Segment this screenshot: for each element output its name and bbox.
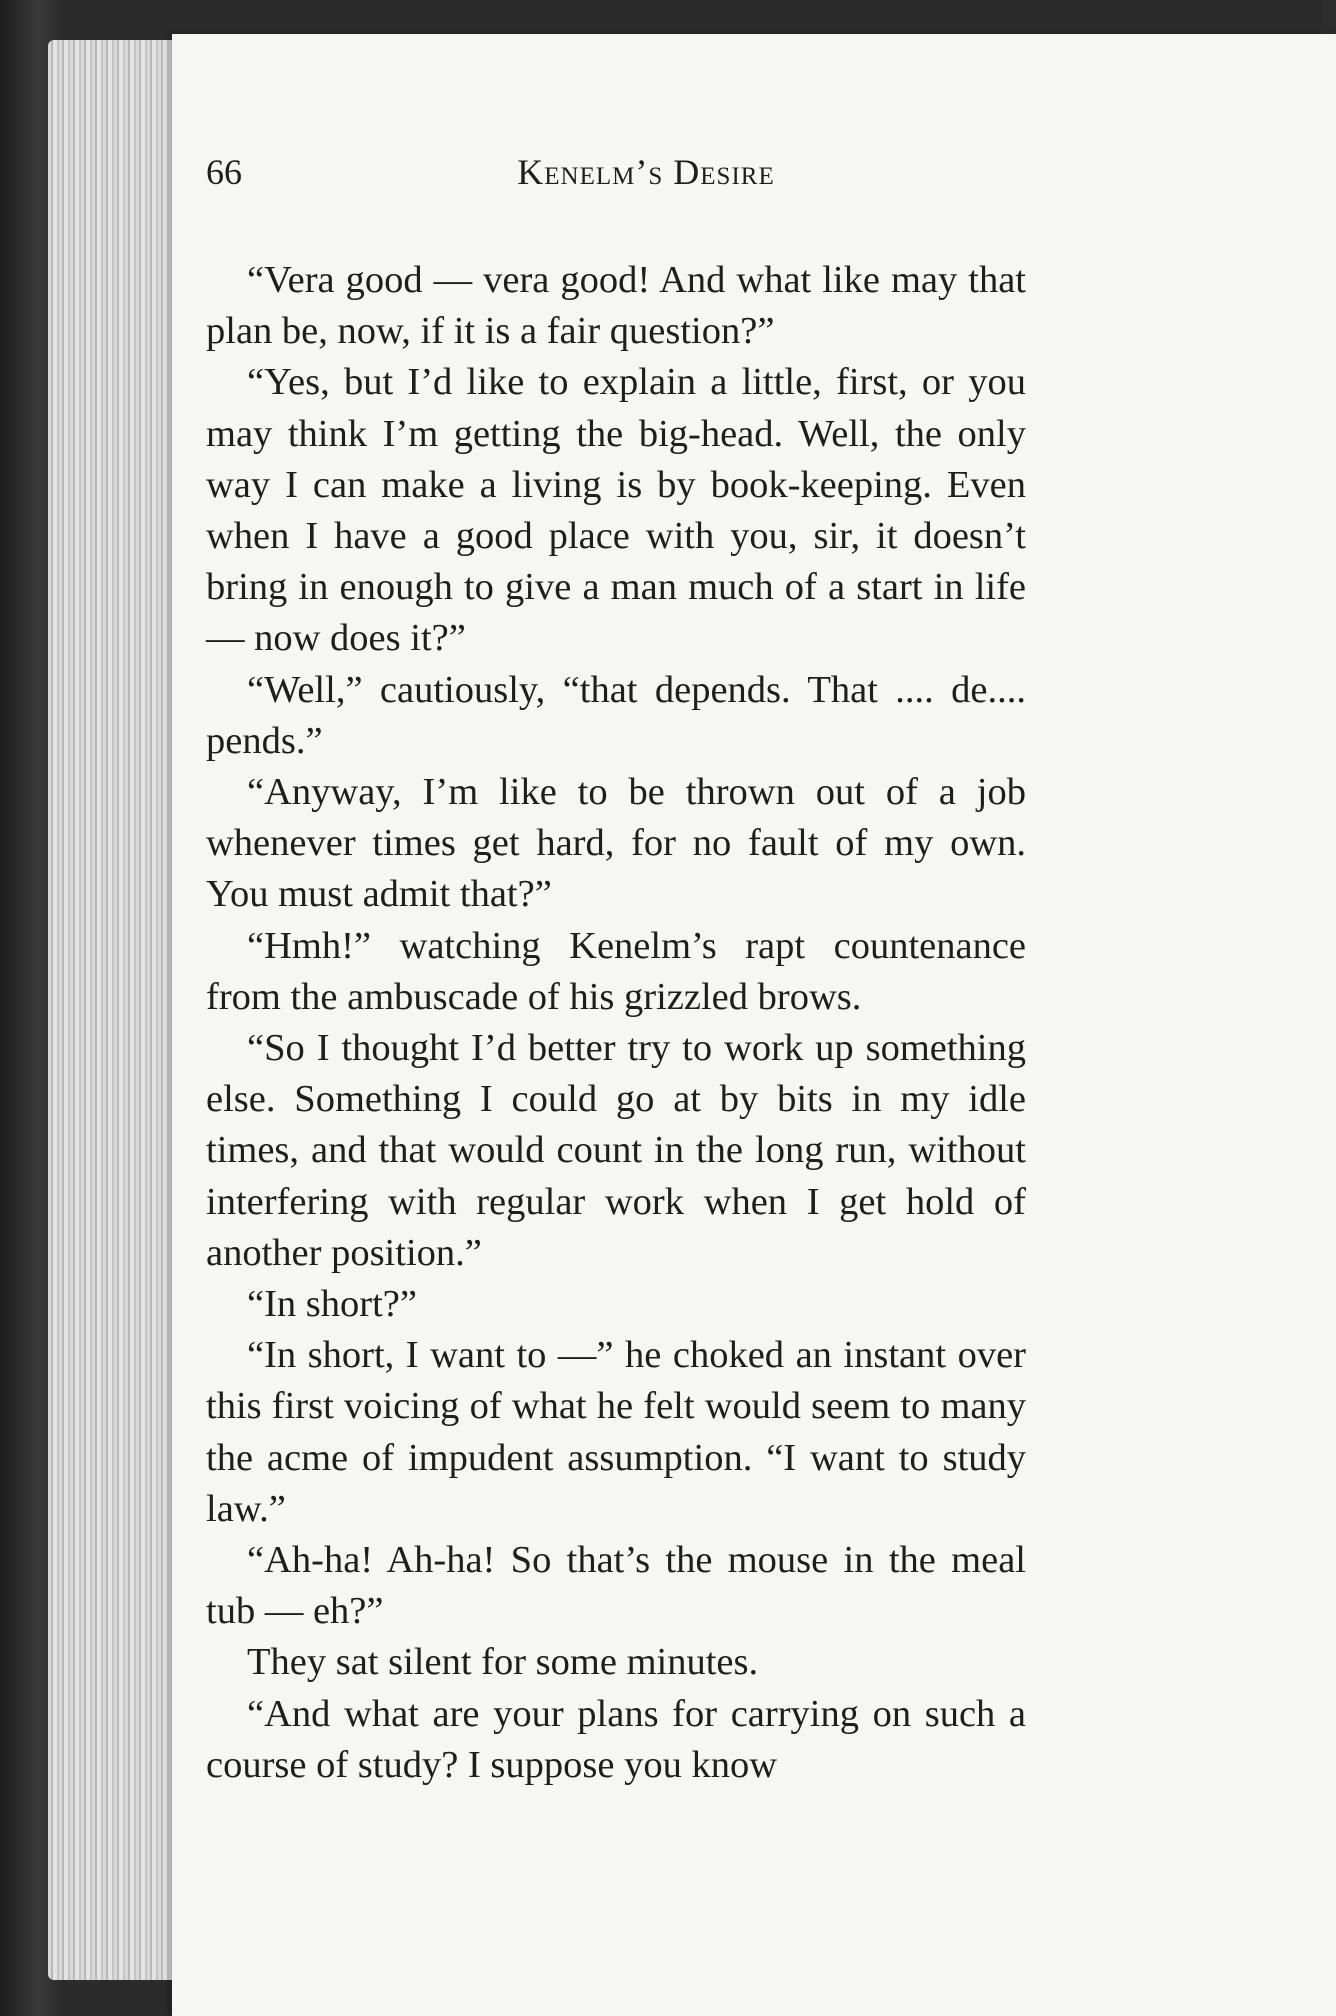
paragraph: They sat silent for some minutes. (247, 1641, 759, 1684)
paragraph: “In short?” (247, 1283, 417, 1326)
paragraph: “Well,” cautiously, “that depends. That .... de.... pends.” (206, 668, 1026, 762)
page-header (206, 142, 1026, 202)
paragraph: “And what are your plans for carrying on such a course of study? I suppose you know (206, 1692, 1026, 1786)
paragraph: “Vera good — vera good! And what like may that plan be, now, if it is a fair question?” (206, 259, 1026, 353)
running-head: Kenelm’s Desire (517, 152, 775, 192)
body-text (206, 255, 1026, 1791)
paragraph: “Ah-ha! Ah-ha! So that’s the mouse in the meal tub — eh?” (206, 1539, 1026, 1633)
page-edges (48, 40, 178, 1980)
paragraph: “Yes, but I’d like to explain a little, first, or you may think I’m getting the big-head. Well, the only way I can make a living is by book-keeping. Even when I have a good place with you, sir, it doesn’t bring in enough to give a man much of a start in life — now does it?” (206, 361, 1026, 660)
paragraph: “So I thought I’d better try to work up something else. Something I could go at by bits in my idle times, and that would count in the long run, without interfering with regular work when I get hold of another position.” (206, 1027, 1026, 1274)
paragraph: “Anyway, I’m like to be thrown out of a job whenever times get hard, for no fault of my own. You must admit that?” (206, 771, 1026, 916)
paragraph: “Hmh!” watching Kenelm’s rapt countenance from the ambuscade of his grizzled brows. (206, 924, 1026, 1018)
paragraph: “In short, I want to —” he choked an instant over this first voicing of what he felt would seem to many the acme of impudent assumption. “I want to study law.” (206, 1334, 1026, 1530)
page-number: 66 (206, 152, 242, 192)
